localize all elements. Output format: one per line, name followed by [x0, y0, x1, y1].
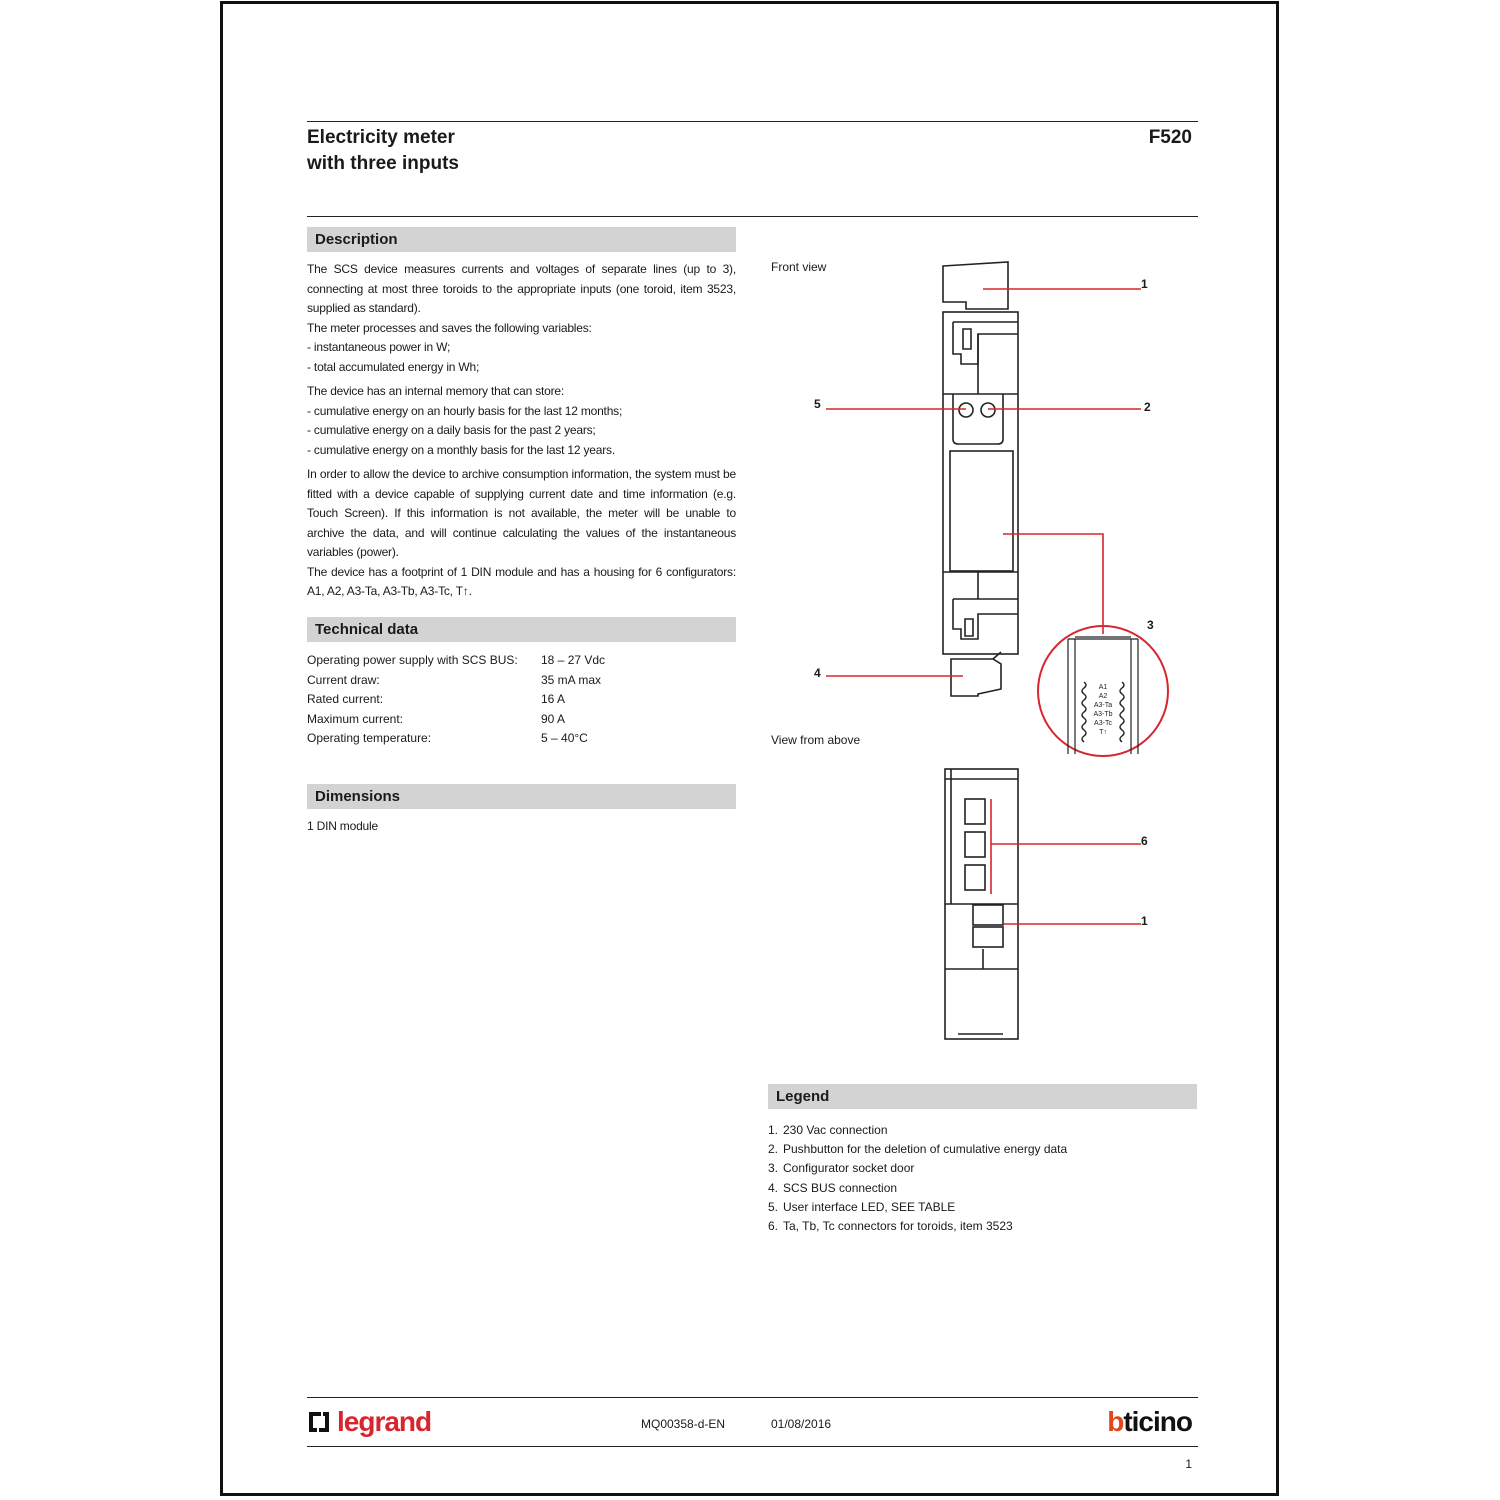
legend-item: 6. Ta, Tb, Tc connectors for toroids, item 3523 [768, 1219, 1013, 1234]
page-number: 1 [1185, 1457, 1192, 1471]
dimensions-text: 1 DIN module [307, 819, 378, 833]
configurator-label-a1: A1 [1098, 684, 1108, 691]
title-line-2: with three inputs [307, 153, 459, 174]
tech-row [307, 651, 736, 671]
tech-value: 35 mA max [541, 672, 602, 687]
bus-terminal-block [951, 659, 1001, 696]
top-latch [963, 329, 971, 349]
front-callout-lines [826, 289, 1168, 756]
document-page [220, 1, 1279, 1496]
top-callout-lines [991, 799, 1141, 924]
tech-value: 16 A [541, 692, 566, 706]
reset-pushbutton [981, 403, 995, 417]
tech-row [307, 710, 736, 730]
tech-row [307, 690, 736, 710]
led-indicator [959, 403, 973, 417]
bticino-logo: bticino [1107, 1406, 1192, 1437]
legend-list [768, 1121, 1197, 1236]
product-code: F520 [1148, 127, 1192, 148]
description-paragraph: - total accumulated energy in Wh; [307, 359, 480, 374]
description-paragraph: The device has a footprint of 1 DIN module and has a housing for 6 configurators: A1, A2, A3-Ta, A3-Tb, A3-Tc, T↑. [307, 564, 736, 598]
header-top-rule [307, 121, 1198, 122]
front-view-drawing [943, 262, 1018, 696]
description-paragraph: The SCS device measures currents and voltages of separate lines (up to 3), connecting at most three toroids to the appropriate inputs (one toroid, item 3523, supplied as standard). [307, 262, 736, 315]
description-paragraph: In order to allow the device to archive consumption information, the system must be fitted with a device capable of supplying current date and time information (e.g. Touch Screen). If this information is not available, the meter will be unable to archive the data, and will continue calculating the values of the instantaneous variables (power). [307, 467, 736, 559]
document-code: MQ00358-d-EN [641, 1417, 726, 1431]
bottom-latch [965, 619, 973, 636]
tech-value: 5 – 40°C [541, 731, 588, 745]
legrand-logo [307, 1406, 431, 1438]
description-text [307, 260, 736, 602]
top-terminal-block [943, 262, 1008, 309]
power-terminal-2 [973, 927, 1003, 947]
title-line-1: Electricity meter [307, 127, 455, 148]
technical-data-heading: Technical data [307, 617, 736, 642]
led-housing [953, 394, 1003, 444]
configurator-label-t: T↑ [1099, 729, 1107, 736]
top-view-drawing [945, 769, 1018, 1039]
tech-value: 90 A [541, 711, 566, 726]
document-date: 01/08/2016 [771, 1417, 832, 1431]
configurator-labels [1093, 684, 1112, 736]
description-paragraph: - cumulative energy on an hourly basis for the last 12 months; [307, 403, 623, 418]
description-paragraph: - cumulative energy on a daily basis for the past 2 years; [307, 423, 596, 437]
description-paragraph: - cumulative energy on a monthly basis for the last 12 years. [307, 442, 615, 457]
footer-bottom-rule [307, 1446, 1198, 1447]
description-paragraph: The device has an internal memory that can store: [307, 384, 565, 398]
tech-value: 18 – 27 Vdc [541, 653, 606, 667]
tech-label: Maximum current: [307, 711, 404, 726]
callout-3: 3 [1147, 618, 1154, 632]
legend-heading: Legend [768, 1084, 1197, 1109]
configurator-label-a3-ta: A3-Ta [1093, 702, 1113, 709]
legrand-wordmark: legrand [337, 1406, 432, 1437]
document-title [307, 125, 459, 177]
legend-item: 1. 230 Vac connection [768, 1123, 888, 1137]
configurator-label-a3-tb: A3-Tb [1093, 711, 1113, 718]
bticino-wordmark: ticino [1123, 1406, 1192, 1437]
technical-data-table [307, 651, 736, 749]
legend-item: 2. Pushbutton for the deletion of cumulative energy data [768, 1142, 1068, 1157]
callout-2: 2 [1144, 400, 1151, 414]
legend-item: 5. User interface LED, SEE TABLE [768, 1199, 956, 1214]
tech-label: Rated current: [307, 692, 384, 706]
dimensions-heading: Dimensions [307, 784, 736, 809]
description-paragraph: The meter processes and saves the following variables: [307, 320, 592, 335]
bottom-clip-shape [953, 599, 1018, 639]
callout-1-front: 1 [1141, 277, 1148, 291]
callout-6: 6 [1141, 834, 1148, 848]
device-diagram [803, 254, 1223, 1054]
legend-item: 3. Configurator socket door [768, 1161, 915, 1176]
configurator-label-a3-tc: A3-Tc [1094, 720, 1112, 727]
top-view-label: View from above [771, 733, 861, 747]
callout-5: 5 [814, 397, 821, 411]
configurator-detail-circle [1038, 626, 1168, 756]
toroid-connector-tb [965, 832, 985, 857]
configurator-label-a2: A2 [1098, 693, 1108, 700]
power-terminal-1 [973, 905, 1003, 925]
legend-item: 4. SCS BUS connection [768, 1180, 898, 1195]
tech-row [307, 729, 736, 749]
footer-top-rule [307, 1397, 1198, 1398]
description-heading: Description [307, 227, 736, 252]
description-paragraph: - instantaneous power in W; [307, 340, 451, 354]
front-body-outline [943, 312, 1018, 654]
front-view-label: Front view [771, 260, 827, 274]
configurator-door [950, 451, 1013, 571]
toroid-connector-tc [965, 865, 985, 890]
callout-1-top: 1 [1141, 914, 1148, 928]
tech-label: Current draw: [307, 672, 380, 687]
legrand-mark-icon [307, 1408, 331, 1436]
header-bottom-rule [307, 216, 1198, 217]
tech-label: Operating power supply with SCS BUS: [307, 653, 518, 667]
tech-row [307, 671, 736, 691]
tech-label: Operating temperature: [307, 731, 432, 745]
toroid-connector-ta [965, 799, 985, 824]
callout-4: 4 [814, 666, 821, 680]
